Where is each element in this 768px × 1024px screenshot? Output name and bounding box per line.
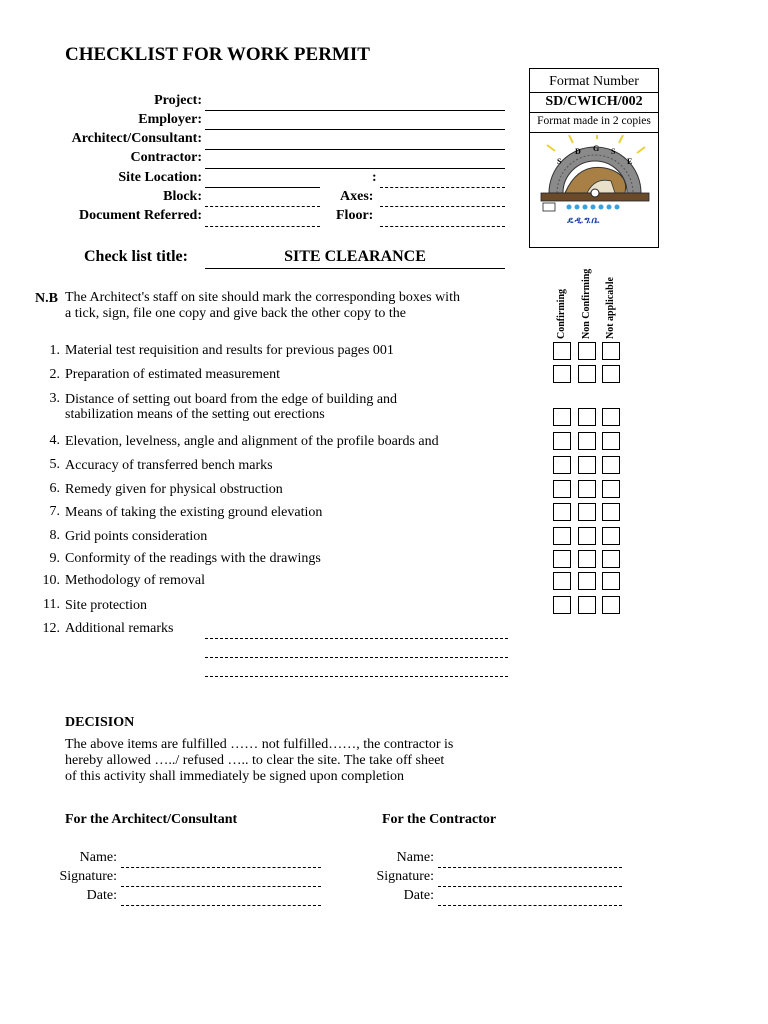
contractor-signature-field[interactable] bbox=[438, 886, 622, 887]
remarks-line-2[interactable] bbox=[205, 657, 508, 658]
axes-field[interactable] bbox=[380, 206, 505, 207]
item-8-not-applicable-checkbox[interactable] bbox=[602, 527, 620, 545]
item-4-text: Elevation, levelness, angle and alignment of the profile boards and bbox=[65, 434, 439, 449]
item-1-not-applicable-checkbox[interactable] bbox=[602, 342, 620, 360]
contractor-signature-heading: For the Contractor bbox=[382, 812, 497, 827]
item-10-non-confirming-checkbox[interactable] bbox=[578, 572, 596, 590]
item-3-confirming-checkbox[interactable] bbox=[553, 408, 571, 426]
item-8-non-confirming-checkbox[interactable] bbox=[578, 527, 596, 545]
item-10-number: 10. bbox=[42, 573, 60, 588]
item-9-number: 9. bbox=[49, 551, 60, 566]
document-referred-field[interactable] bbox=[205, 226, 320, 227]
item-4-number: 4. bbox=[49, 433, 60, 448]
contractor-field[interactable] bbox=[205, 168, 505, 169]
architect-signature-heading: For the Architect/Consultant bbox=[65, 812, 238, 827]
architect-signature-field[interactable] bbox=[121, 886, 321, 887]
contractor-name-field[interactable] bbox=[438, 867, 622, 868]
employer-field[interactable] bbox=[205, 129, 505, 130]
item-1-non-confirming-checkbox[interactable] bbox=[578, 342, 596, 360]
logo-letter-e: E bbox=[627, 157, 633, 166]
architect-label: Architect/Consultant: bbox=[71, 131, 202, 146]
architect-signature-label: Signature: bbox=[59, 869, 117, 884]
item-9-confirming-checkbox[interactable] bbox=[553, 550, 571, 568]
item-4-confirming-checkbox[interactable] bbox=[553, 432, 571, 450]
item-11-non-confirming-checkbox[interactable] bbox=[578, 596, 596, 614]
block-label: Block: bbox=[163, 189, 202, 204]
checklist-title-label: Check list title: bbox=[84, 248, 188, 265]
item-7-confirming-checkbox[interactable] bbox=[553, 503, 571, 521]
contractor-label: Contractor: bbox=[130, 150, 202, 165]
column-confirming: Confirming bbox=[556, 289, 567, 339]
item-3-text: Distance of setting out board from the edge of building and bbox=[65, 392, 398, 407]
item-12-number: 12. bbox=[42, 621, 60, 636]
item-9-non-confirming-checkbox[interactable] bbox=[578, 550, 596, 568]
item-7-text: Means of taking the existing ground elevation bbox=[65, 505, 323, 520]
project-field[interactable] bbox=[205, 110, 505, 111]
decision-line-2: hereby allowed …../ refused ….. to clear the site. The take off sheet bbox=[65, 753, 445, 768]
item-9-text: Conformity of the readings with the drawings bbox=[65, 551, 321, 566]
logo-letter-d: D bbox=[575, 147, 581, 156]
item-5-text: Accuracy of transferred bench marks bbox=[65, 458, 273, 473]
item-2-non-confirming-checkbox[interactable] bbox=[578, 365, 596, 383]
contractor-date-field[interactable] bbox=[438, 905, 622, 906]
decision-line-3: of this activity shall immediately be signed upon completion bbox=[65, 769, 405, 784]
format-number-box bbox=[529, 68, 659, 248]
item-3-non-confirming-checkbox[interactable] bbox=[578, 408, 596, 426]
architect-name-field[interactable] bbox=[121, 867, 321, 868]
item-1-number: 1. bbox=[49, 343, 60, 358]
item-1-confirming-checkbox[interactable] bbox=[553, 342, 571, 360]
column-non-confirming: Non Confirming bbox=[581, 268, 592, 339]
site-location-field-2[interactable] bbox=[380, 187, 505, 188]
page-title: CHECKLIST FOR WORK PERMIT bbox=[65, 44, 370, 65]
item-4-not-applicable-checkbox[interactable] bbox=[602, 432, 620, 450]
contractor-date-label: Date: bbox=[403, 888, 434, 903]
checklist-title-value: SITE CLEARANCE bbox=[284, 248, 426, 265]
item-7-number: 7. bbox=[49, 504, 60, 519]
item-5-confirming-checkbox[interactable] bbox=[553, 456, 571, 474]
site-location-colon: : bbox=[372, 170, 377, 185]
item-11-confirming-checkbox[interactable] bbox=[553, 596, 571, 614]
item-6-not-applicable-checkbox[interactable] bbox=[602, 480, 620, 498]
employer-label: Employer: bbox=[138, 112, 202, 127]
contractor-signature-label: Signature: bbox=[376, 869, 434, 884]
decision-heading: DECISION bbox=[65, 715, 135, 730]
architect-date-field[interactable] bbox=[121, 905, 321, 906]
item-5-number: 5. bbox=[49, 457, 60, 472]
organization-logo bbox=[535, 135, 653, 227]
item-5-non-confirming-checkbox[interactable] bbox=[578, 456, 596, 474]
item-6-number: 6. bbox=[49, 481, 60, 496]
logo-letter-g: G bbox=[593, 144, 600, 153]
item-4-non-confirming-checkbox[interactable] bbox=[578, 432, 596, 450]
column-not-applicable: Not applicable bbox=[605, 277, 616, 339]
architect-date-label: Date: bbox=[86, 888, 117, 903]
item-6-non-confirming-checkbox[interactable] bbox=[578, 480, 596, 498]
item-8-confirming-checkbox[interactable] bbox=[553, 527, 571, 545]
nb-line-1: The Architect's staff on site should mark the corresponding boxes with bbox=[65, 290, 460, 305]
item-1-text: Material test requisition and results for previous pages 001 bbox=[65, 343, 394, 358]
item-11-not-applicable-checkbox[interactable] bbox=[602, 596, 620, 614]
item-3-not-applicable-checkbox[interactable] bbox=[602, 408, 620, 426]
item-2-number: 2. bbox=[49, 367, 60, 382]
item-2-confirming-checkbox[interactable] bbox=[553, 365, 571, 383]
logo-letter-s2: S bbox=[611, 147, 616, 156]
item-9-not-applicable-checkbox[interactable] bbox=[602, 550, 620, 568]
item-3-text-continued: stabilization means of the setting out erections bbox=[65, 407, 325, 422]
nb-line-2: a tick, sign, file one copy and give back the other copy to the bbox=[65, 306, 406, 321]
site-location-label: Site Location: bbox=[118, 170, 202, 185]
remarks-line-1[interactable] bbox=[205, 638, 508, 639]
item-5-not-applicable-checkbox[interactable] bbox=[602, 456, 620, 474]
item-8-number: 8. bbox=[49, 528, 60, 543]
item-7-non-confirming-checkbox[interactable] bbox=[578, 503, 596, 521]
item-12-text: Additional remarks bbox=[65, 621, 174, 636]
architect-field[interactable] bbox=[205, 149, 505, 150]
floor-field[interactable] bbox=[380, 226, 505, 227]
logo-letter-s: S bbox=[557, 157, 562, 166]
remarks-line-3[interactable] bbox=[205, 676, 508, 677]
item-10-text: Methodology of removal bbox=[65, 573, 205, 588]
floor-label: Floor: bbox=[336, 208, 374, 223]
site-location-field[interactable] bbox=[205, 187, 320, 188]
item-10-confirming-checkbox[interactable] bbox=[553, 572, 571, 590]
decision-line-1: The above items are fulfilled …… not fulfilled……, the contractor is bbox=[65, 737, 454, 752]
format-code: SD/CWICH/002 bbox=[545, 94, 643, 109]
architect-name-label: Name: bbox=[79, 850, 117, 865]
nb-label: N.B bbox=[35, 291, 58, 306]
document-referred-label: Document Referred: bbox=[79, 208, 202, 223]
item-8-text: Grid points consideration bbox=[65, 529, 208, 544]
item-2-text: Preparation of estimated measurement bbox=[65, 367, 280, 382]
checklist-title-underline bbox=[205, 268, 505, 269]
block-field[interactable] bbox=[205, 206, 320, 207]
item-11-number: 11. bbox=[43, 597, 60, 612]
contractor-name-label: Name: bbox=[396, 850, 434, 865]
format-heading: Format Number bbox=[549, 74, 639, 89]
item-6-confirming-checkbox[interactable] bbox=[553, 480, 571, 498]
item-6-text: Remedy given for physical obstruction bbox=[65, 482, 283, 497]
item-7-not-applicable-checkbox[interactable] bbox=[602, 503, 620, 521]
item-2-not-applicable-checkbox[interactable] bbox=[602, 365, 620, 383]
project-label: Project: bbox=[154, 93, 202, 108]
axes-label: Axes: bbox=[340, 189, 374, 204]
logo-caption: ደ.ዲ.ግ.ቤ. bbox=[567, 215, 601, 225]
item-11-text: Site protection bbox=[65, 598, 148, 613]
item-3-number: 3. bbox=[49, 391, 60, 406]
item-10-not-applicable-checkbox[interactable] bbox=[602, 572, 620, 590]
format-note: Format made in 2 copies bbox=[537, 115, 651, 127]
